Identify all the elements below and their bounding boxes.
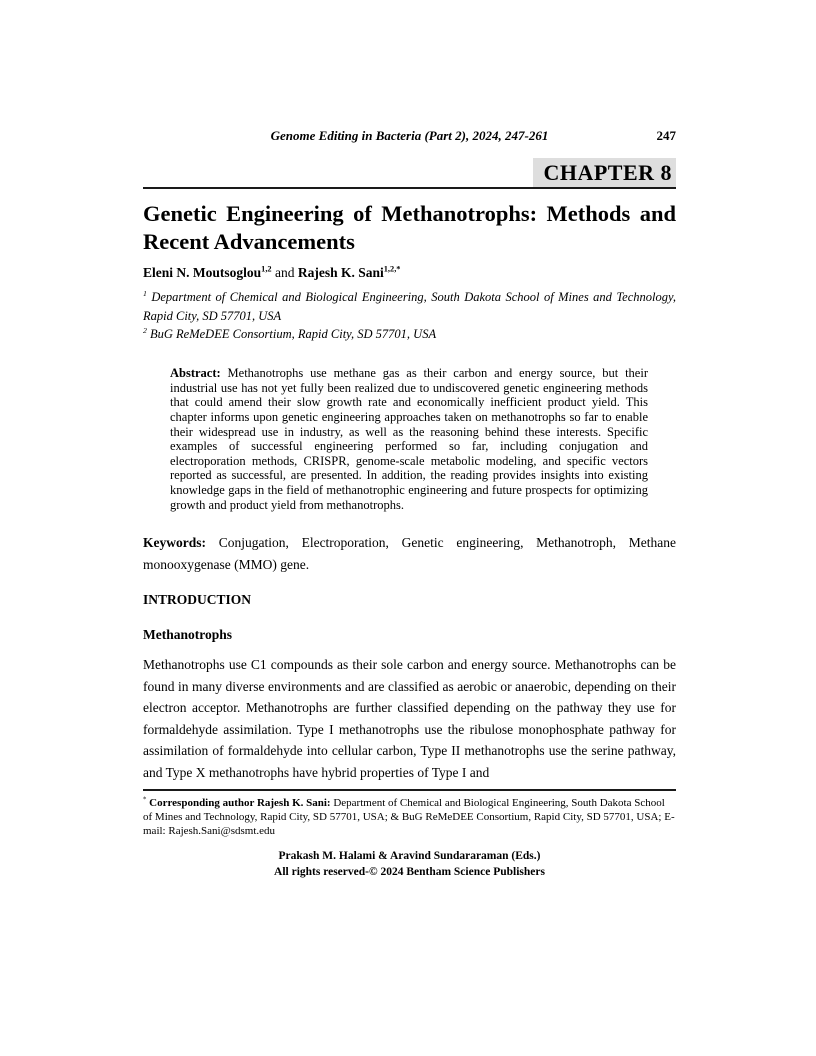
abstract [170,366,648,512]
editors-line: Prakash M. Halami & Aravind Sundararaman (Eds.) [278,850,541,863]
author-1-name: Eleni N. Moutsoglou [143,264,262,280]
copyright-line: All rights reserved-© 2024 Bentham Science Publishers [274,865,545,878]
chapter-title: Genetic Engineering of Methanotrophs: Methods and Recent Advancements [143,201,676,254]
footnote-lead: Corresponding author Rajesh K. Sani: [146,796,331,809]
journal-reference: Genome Editing in Bacteria (Part 2), 2024, 247-261 [270,128,549,143]
affiliation-1-marker: 1 [143,288,147,298]
affiliation-2-text: BuG ReMeDEE Consortium, Rapid City, SD 57701, USA [146,327,437,342]
author-2-name: Rajesh K. Sani [297,264,384,280]
abstract-text: Methanotrophs use methane gas as their carbon and energy source, but their industrial use has not yet fully been realized due to undiscovered genetic engineering methods that could amend their slow growth rate and economically inefficient product yield. This chapter informs upon genetic engineering approaches taken on methanotrophs so far to enable their widespread use in industry, as well as the reasoning behind these interests. Specific examples of successful engineering performed so far, including conjugation and electroporation methods, CRISPR, genome-scale metabolic modeling, and specific vectors reported as successful, are presented. In addition, the reading provides insights into existing knowledge gaps in the field of methanotrophic engineering and future prospects for optimizing growth and product yield from methanotrophs. [170,366,648,512]
author-1-affiliation-marks: 1,2 [261,264,272,274]
header-rule [143,158,676,189]
abstract-label: Abstract: [170,366,221,381]
author-line [143,265,676,281]
affiliation-1 [143,288,676,326]
publisher-footer [143,849,676,880]
running-header [143,128,676,145]
page-number: 247 [656,128,676,143]
section-heading-introduction: INTRODUCTION [143,592,252,607]
subsection-heading-methanotrophs: Methanotrophs [143,627,233,642]
affiliation-1-text: Department of Chemical and Biological Engineering, South Dakota School of Mines and Technology, Rapid City, SD 57701, USA [143,289,676,323]
body-paragraph: Methanotrophs use C1 compounds as their sole carbon and energy source. Methanotrophs can be found in many diverse environments and are classified as aerobic or anaerobic, depending on their electron acceptor. Methanotrophs are further classified depending on the pathway they use for formaldehyde assimilation. Type I methanotrophs use the ribulose monophosphate pathway for assimilation of formaldehyde into cellular carbon, Type II methanotrophs use the serine pathway, and Type X methanotrophs have hybrid properties of Type I and [143,657,676,780]
author-2-affiliation-marks: 1,2,* [383,264,401,274]
footnote-text: Department of Chemical and Biological Engineering, South Dakota School of Mines and Technology, Rapid City, SD 57701, USA; & BuG ReMeDEE Consortium, Rapid City, SD 57701, USA; E-mail: Rajesh.Sani@sdsmt.edu [143,796,675,838]
keywords-text: Conjugation, Electroporation, Genetic engineering, Methanotroph, Methane monooxygenase (MMO) gene. [143,535,676,573]
footnote-marker: * [143,795,147,803]
corresponding-author-footnote [143,789,676,839]
affiliation-2 [143,325,676,344]
keywords [143,532,676,576]
keywords-label: Keywords: [143,535,206,551]
author-connector: and [271,264,298,280]
chapter-badge: CHAPTER 8 [533,158,676,187]
affiliations [143,288,676,344]
affiliation-2-marker: 2 [143,326,147,336]
